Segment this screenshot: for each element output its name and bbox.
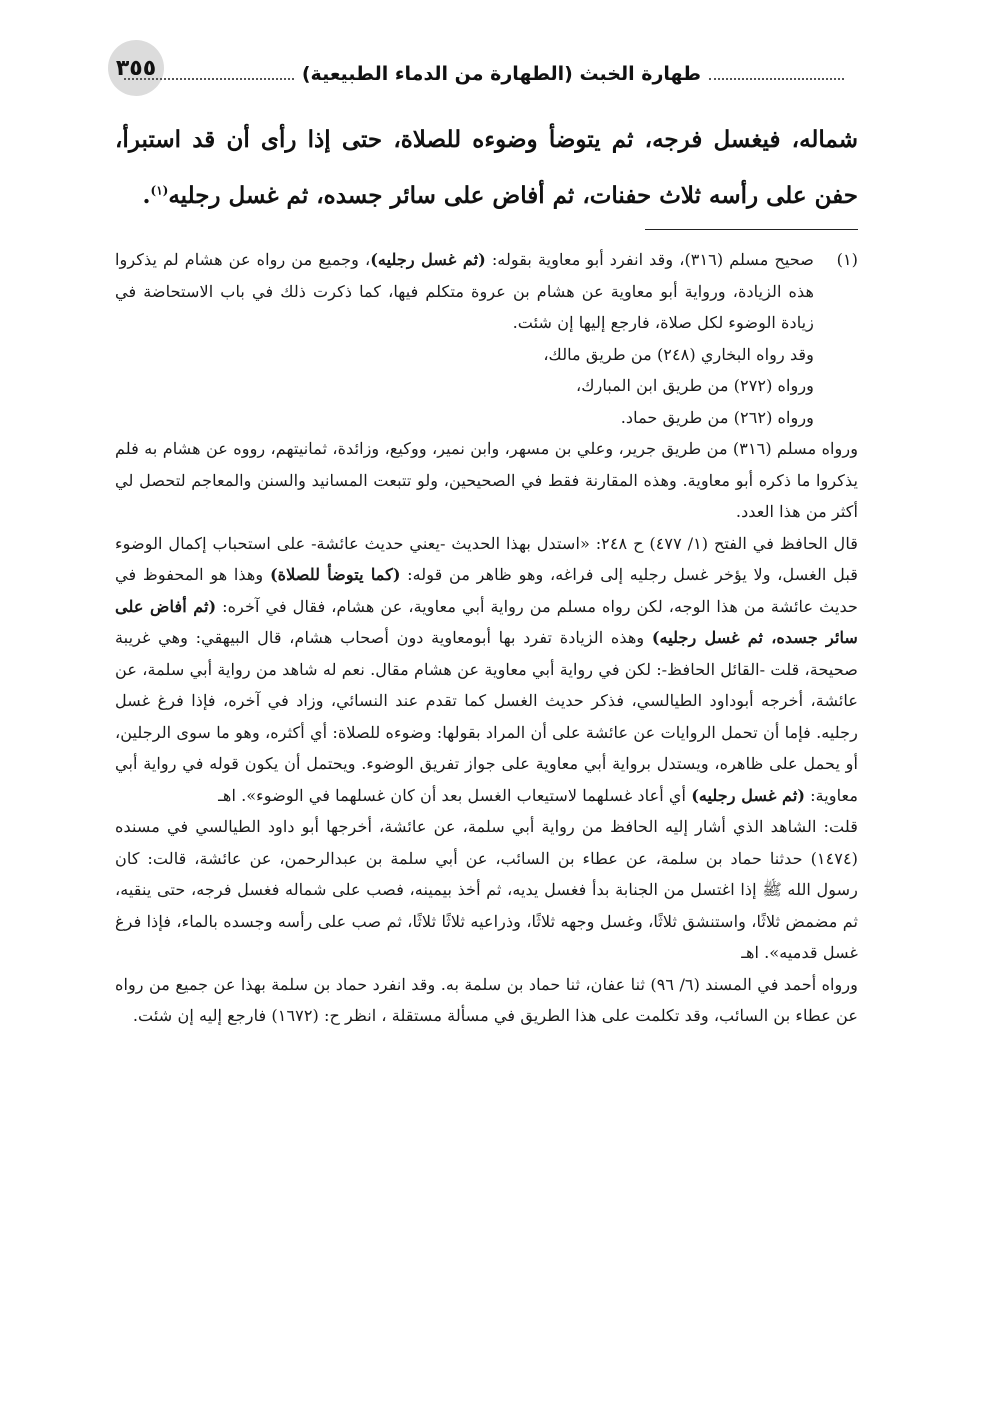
main-paragraph: [115, 112, 858, 224]
footnote-paragraph-4: ورواه (٢٦٢) من طريق حماد.: [620, 407, 814, 427]
running-header: [110, 48, 844, 100]
quoted-phrase: (ثم غسل رجليه): [691, 785, 805, 805]
footnote-1: [115, 244, 858, 1032]
footnote-number: (١): [836, 250, 858, 269]
footnote-paragraph-5: ورواه مسلم (٣١٦) من طريق جرير، وعلي بن مسهر، وابن نمير، ووكيع، وزائدة، ثمانيتهم، رووه عن هشام به فلم يذكروا ما ذكره أبو معاوية. وهذه المقارنة فقط في الصحيحين، ولو تتبعت المسانيد والسنن والمعاجم لتحصل لي أكثر من هذا العدد.: [115, 439, 859, 521]
page-number: ٣٥٥: [115, 55, 157, 81]
quoted-phrase: (ثم أفاض على سائر جسده، ثم غسل رجليه): [115, 596, 858, 647]
main-text: [115, 112, 858, 224]
main-paragraph-end: .: [142, 182, 151, 209]
footnote-paragraph-1: صحيح مسلم (٣١٦)، وقد انفرد أبو معاوية بقوله: (ثم غسل رجليه)، وجميع من رواه عن هشام لم يذكروا هذه الزيادة، ورواية أبو معاوية عن هشام بن عروة متكلم فيها، كما ذكرت ذلك في باب الاستحاضة في زيادة الوضوء لكل صلاة، فارجع إليها إن شئت.: [115, 250, 814, 332]
header-dot-leader-right: [709, 78, 844, 80]
footnote-reference[interactable]: (١): [150, 183, 169, 198]
footnote-paragraph-6: قال الحافظ في الفتح (١/ ٤٧٧) ح ٢٤٨: «استدل بهذا الحديث -يعني حديث عائشة- على استحباب إكمال الوضوء قبل الغسل، ولا يؤخر غسل رجليه إلى فراغه، وهو ظاهر من قوله: (كما يتوضأ للصلاة) وهذا هو المحفوظ في حديث عائشة من هذا الوجه، لكن رواه مسلم من رواية أبي معاوية، عن هشام، فقال في آخره: (ثم أفاض على سائر جسده، ثم غسل رجليه) وهذه الزيادة تفرد بها أبومعاوية دون أصحاب هشام، قال البيهقي: وهي غريبة صحيحة، قلت -القائل الحافظ-: لكن في رواية أبي معاوية عن هشام مقال. نعم له شاهد من رواية أبي سلمة، عن عائشة، أخرجه أبوداود الطيالسي، فذكر حديث الغسل كما تقدم عند النسائي، وزاد في آخره، فإذا فرغ غسل رجليه. فإما أن تحمل الروايات عن عائشة على أن المراد بقولها: وضوءه للصلاة: أي أكثره، وهو ما سوى الرجلين، أو يحمل على ظاهره، ويستدل برواية أبي معاوية على جواز تفريق الوضوء. ويحتمل أن يكون قوله في رواية أبي معاوية: (ثم غسل رجليه) أي أعاد غسلهما لاستيعاب الغسل بعد أن كان غسلهما في الوضوء». اهـ: [115, 533, 858, 805]
main-paragraph-text: شماله، فيغسل فرجه، ثم يتوضأ وضوءه للصلاة، حتى إذا رأى أن قد استبرأ، حفن على رأسه ثلاث حفنات، ثم أفاض على سائر جسده، ثم غسل رجليه: [115, 126, 858, 209]
footnotes: [115, 244, 858, 1032]
header-dot-leader-left: [124, 78, 294, 80]
quoted-phrase: (كما يتوضأ للصلاة): [269, 565, 401, 584]
footnote-body: [115, 244, 859, 1032]
footnote-paragraph-8: ورواه أحمد في المسند (٦/ ٩٦) ثنا عفان، ثنا حماد بن سلمة به. وقد انفرد حماد بن سلمة بهذا عن جميع من رواه عن عطاء بن السائب، وقد تكلمت على هذا الطريق في مسألة مستقلة ، انظر ح: (١٦٧٢) فارجع إليه إن شئت.: [115, 974, 858, 1025]
footnote-paragraph-2: وقد رواه البخاري (٢٤٨) من طريق مالك،: [543, 344, 814, 364]
footnote-separator: [645, 229, 858, 230]
header-title: طهارة الخبث (الطهارة من الدماء الطبيعية): [301, 63, 701, 85]
footnote-paragraph-7: قلت: الشاهد الذي أشار إليه الحافظ من رواية أبي سلمة، عن عائشة، أخرجها أبو داود الطيالسي في مسنده (١٤٧٤) حدثنا حماد بن سلمة، عن عطاء بن السائب، عن أبي سلمة بن عبدالرحمن، عن عائشة، قالت: كان رسول الله ﷺ إذا اغتسل من الجنابة بدأ فغسل يديه، ثم أخذ بيمينه، فصب على شماله فغسل فرجه، حتى ينقيه، ثم مضمض ثلاثًا، واستنشق ثلاثًا، وغسل وجهه ثلاثًا، وذراعيه ثلاثًا ثلاثًا، ثم صب على رأسه وجسده بالماء، فإذا فرغ غسل قدميه». اهـ: [115, 817, 858, 962]
quoted-phrase: (ثم غسل رجليه): [370, 250, 486, 269]
footnote-paragraph-3: ورواه (٢٧٢) من طريق ابن المبارك،: [575, 376, 814, 395]
